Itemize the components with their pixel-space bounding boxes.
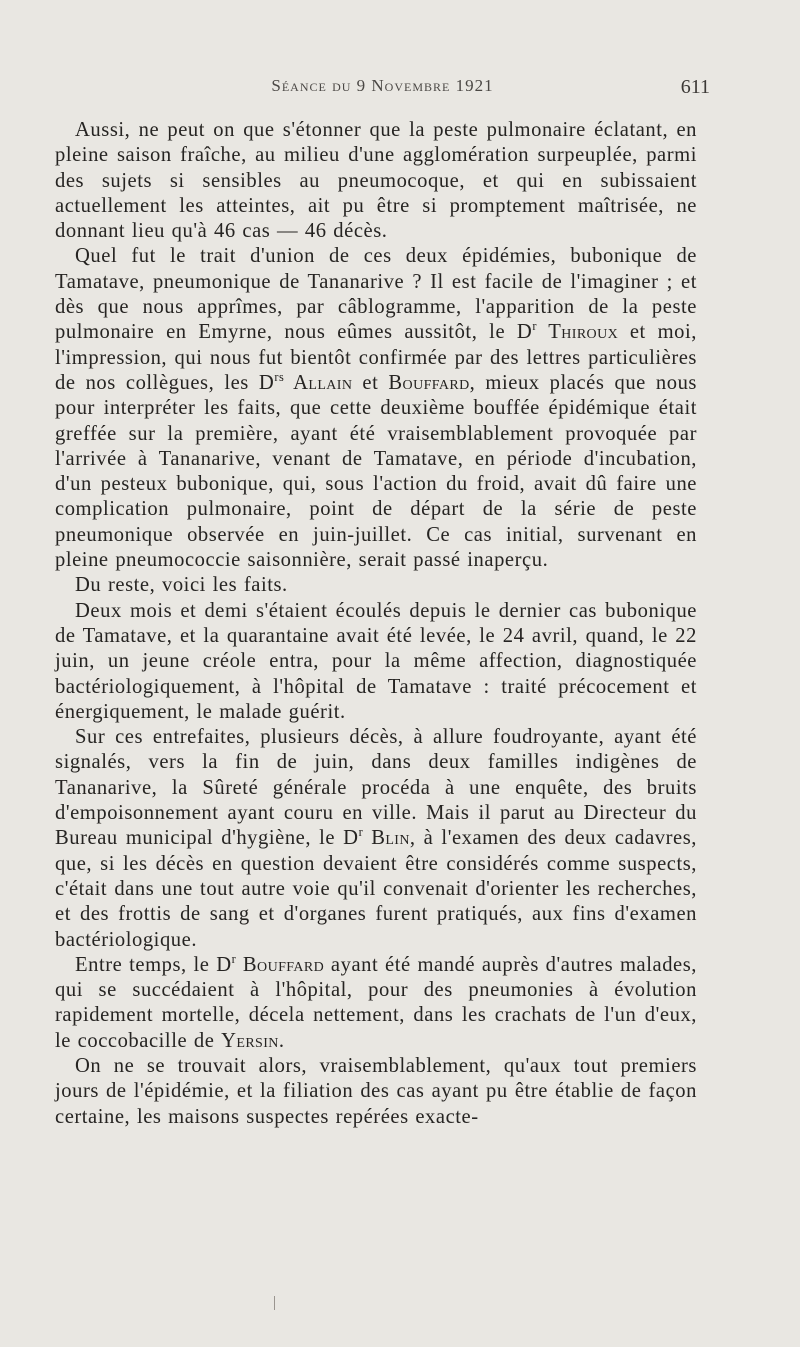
paragraph [55, 953, 697, 1054]
superscript: r [358, 825, 364, 840]
paragraph [55, 118, 697, 244]
paragraph [55, 573, 697, 598]
page-header [55, 76, 710, 106]
text-run: . [278, 1029, 285, 1052]
author-name: Bouffard [388, 371, 470, 394]
text-run: Deux mois et demi s'étaient écoulés depuis le dernier cas bubonique de Tamatave, et la quarantaine avait été levée, le 24 avril, quand, le 22 juin, un jeune créole entra, pour la même affection, diagnostiquée bactériologiquement, à l'hôpital de Tamatave : traité précocement et énergiquement, le malade guérit. [55, 599, 697, 723]
running-title: Séance du 9 Novembre 1921 [271, 76, 494, 95]
text-run: Sur ces entrefaites, plusieurs décès, à allure foudroyante, ayant été signalés, vers la fin de juin, dans deux familles indigènes de Tananarive, la Sûreté générale procéda à une enquête, des bruits d'empoisonnement ayant couru en ville. Mais il parut au Directeur du Bureau municipal d'hygiène, le D [55, 726, 697, 850]
text-run: Aussi, ne peut on que s'étonner que la peste pulmonaire éclatant, en pleine saison fraîche, au milieu d'une agglomération surpeuplée, parmi des sujets si sensibles au pneumocoque, et qui en subissaient actuellement les atteintes, ait pu être si promptement maîtrisée, ne donnant lieu qu'à 46 cas — 46 décès. [55, 119, 697, 243]
text-run: Quel fut le trait d'union de ces deux épidémies, bubonique de Tamatave, pneumonique de Tananarive ? Il est facile de l'imaginer ; et dès que nous apprîmes, par câblogramme, l'apparition de la peste pulmonaire en Emyrne, nous eûmes aussitôt, le D [55, 245, 697, 344]
author-name: Bouffard [236, 953, 325, 976]
author-name: Yersin [221, 1029, 279, 1052]
text-run: ayant été mandé auprès d'autres malades, qui se succédaient à l'hôpital, pour des pneumonies à évolution rapidement mortelle, décela nettement, dans les crachats de l'un d'eux, le coccobacille de [55, 953, 697, 1052]
superscript: r [231, 951, 237, 966]
paragraph [55, 599, 697, 725]
superscript: r [532, 319, 538, 334]
page-number: 611 [680, 76, 710, 98]
text-run: Du reste, voici les faits. [75, 574, 288, 597]
text-run: , à l'examen des deux cadavres, que, si les décès en question devaient être considérés comme suspects, c'était dans une tout autre voie qu'il convenait d'orienter les recherches, et des frottis de sang et d'organes furent pratiqués, aux fins d'examen bactériologique. [55, 827, 697, 951]
text-run: On ne se trouvait alors, vraisemblablement, qu'aux tout premiers jours de l'épidémie, et la filiation des cas ayant pu être établie de façon certaine, les maisons suspectes repérées exacte- [55, 1054, 697, 1128]
paragraph [55, 244, 697, 573]
text-run: , mieux placés que nous pour interpréter les faits, que cette deuxième bouffée épidémique était greffée sur la première, ayant été vraisemblablement provoquée par l'arrivée à Tananarive, venant de Tamatave, en période d'incubation, d'un pesteux bubonique, qui, sous l'action du froid, avait dû faire une complication pulmonaire, point de départ de la série de peste pneumonique observée en juin-juillet. Ce cas initial, survenant en pleine pneumococcie saisonnière, serait passé inaperçu. [55, 371, 697, 572]
margin-mark [274, 1296, 275, 1310]
body-text [55, 118, 697, 1130]
author-name: Allain [284, 371, 353, 394]
author-name: Blin [363, 827, 410, 850]
superscript: rs [274, 370, 285, 385]
author-name: Thiroux [537, 321, 619, 344]
paragraph [55, 1054, 697, 1130]
text-run: et [352, 371, 389, 394]
paragraph [55, 725, 697, 953]
text-run: et moi, l'impression, qui nous fut bientôt confirmée par des lettres particulières de nos collègues, les D [55, 321, 697, 394]
text-run: Entre temps, le D [75, 953, 232, 976]
